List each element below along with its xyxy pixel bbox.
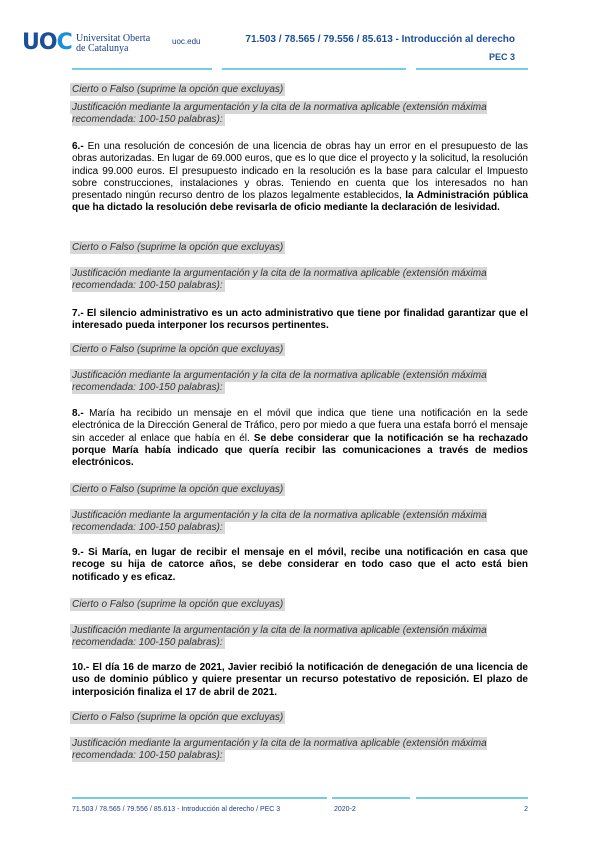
question-number: 10.- [72,662,90,673]
header-divider-left [72,68,212,70]
footer-divider-right [416,797,528,799]
question-number: 9.- [72,547,84,558]
question-number: 8.- [72,408,84,419]
question-8 [72,408,528,469]
justification-q10 [72,738,528,763]
question-text: María ha recibido un mensaje en el móvil que indica que tiene una notificación en la sede electrónica de la Dirección General de Tráfico, pero por miedo a que fuera una estafa borró el mensaje sin acceder al enlace que había en él. [72,408,528,444]
options-label: Cierto o Falso (suprime la opción que excluyas) [72,344,284,355]
question-text: En una resolución de concesión de una licencia de obras hay un error en el presupuesto de las obras autorizadas. En lugar de 69.000 euros, que es lo que dice el proyecto y la solicitud, la resolución indica 99.000 euros. El presupuesto indicado en la resolución es la base para calcular el Impuesto sobre construcciones, instalaciones y obras. Teniendo en cuenta que los interesados no han presentado ningún recurso dentro de los plazos legalmente establecidos, [72,141,528,202]
answer-options-q9 [72,599,528,611]
options-label: Cierto o Falso (suprime la opción que excluyas) [72,599,284,610]
answer-options-q7 [72,344,528,356]
justification-label: Justificación mediante la argumentación y la cita de la normativa aplicable (extensión máxima recomendada: 100-150 palabras): [72,102,487,126]
answer-options-q6 [72,242,528,254]
uoc-url: uoc.edu [172,37,201,46]
options-label: Cierto o Falso (suprime la opción que excluyas) [72,242,284,253]
answer-options-q10 [72,712,528,724]
footer-course: 71.503 / 78.565 / 79.556 / 85.613 - Introducción al derecho / PEC 3 [72,806,281,813]
page-header [0,0,600,80]
question-statement: Si María, en lugar de recibir el mensaje en el móvil, recibe una notificación en casa que recoge su hija de catorce años, se debe considerar en todo caso que el acto está bien notificado y es eficaz. [72,547,528,583]
question-statement: la Administración pública que ha dictado la resolución debe revisarla de oficio mediante la declaración de lesividad. [72,190,529,214]
university-name [76,34,150,54]
university-line1: Universitat Oberta [76,33,151,44]
header-divider-mid [222,68,406,70]
justification-label: Justificación mediante la argumentación y la cita de la normativa aplicable (extensión máxima recomendada: 100-150 palabras): [72,738,487,762]
options-label: Cierto o Falso (suprime la opción que excluyas) [72,84,284,95]
answer-options-q5 [72,84,528,96]
question-10 [72,662,528,699]
header-divider-right [416,68,528,70]
footer-semester: 2020-2 [334,806,356,813]
page-number: 2 [524,806,528,813]
justification-q6 [72,268,528,293]
answer-options-q8 [72,484,528,496]
justification-q8 [72,510,528,535]
question-number: 6.- [72,141,84,152]
justification-label: Justificación mediante la argumentación y la cita de la normativa aplicable (extensión máxima recomendada: 100-150 palabras): [72,370,487,394]
question-7 [72,308,528,333]
justification-q5 [72,102,528,127]
course-title: 71.503 / 78.565 / 79.556 / 85.613 - Introducción al derecho [245,34,515,45]
options-label: Cierto o Falso (suprime la opción que excluyas) [72,712,284,723]
options-label: Cierto o Falso (suprime la opción que excluyas) [72,484,284,495]
justification-q9 [72,625,528,650]
question-6 [72,141,528,215]
question-9 [72,547,528,584]
uoc-logo [22,30,72,55]
logo-text-a: UO [22,30,57,55]
footer-divider-left [72,797,327,799]
justification-label: Justificación mediante la argumentación y la cita de la normativa aplicable (extensión máxima recomendada: 100-150 palabras): [72,268,487,292]
university-line2: de Catalunya [76,43,129,54]
question-number: 7.- [72,308,84,319]
logo-text-b: C [56,30,72,55]
justification-q7 [72,370,528,395]
question-statement: Se debe considerar que la notificación se ha rechazado porque María había indicado que quería recibir las comunicaciones a través de medios electrónicos. [72,432,528,469]
justification-label: Justificación mediante la argumentación y la cita de la normativa aplicable (extensión máxima recomendada: 100-150 palabras): [72,625,487,649]
question-statement: El día 16 de marzo de 2021, Javier recibió la notificación de denegación de una licencia de uso de dominio público y quiere presentar un recurso potestativo de reposición. El plazo de interposición finaliza el 17 de abril de 2021. [72,662,528,698]
question-statement: El silencio administrativo es un acto administrativo que tiene por finalidad garantizar que el interesado pueda interponer los recursos pertinentes. [72,308,528,332]
justification-label: Justificación mediante la argumentación y la cita de la normativa aplicable (extensión máxima recomendada: 100-150 palabras): [72,510,487,534]
pec-label: PEC 3 [488,52,515,62]
footer-divider-mid [332,797,410,799]
